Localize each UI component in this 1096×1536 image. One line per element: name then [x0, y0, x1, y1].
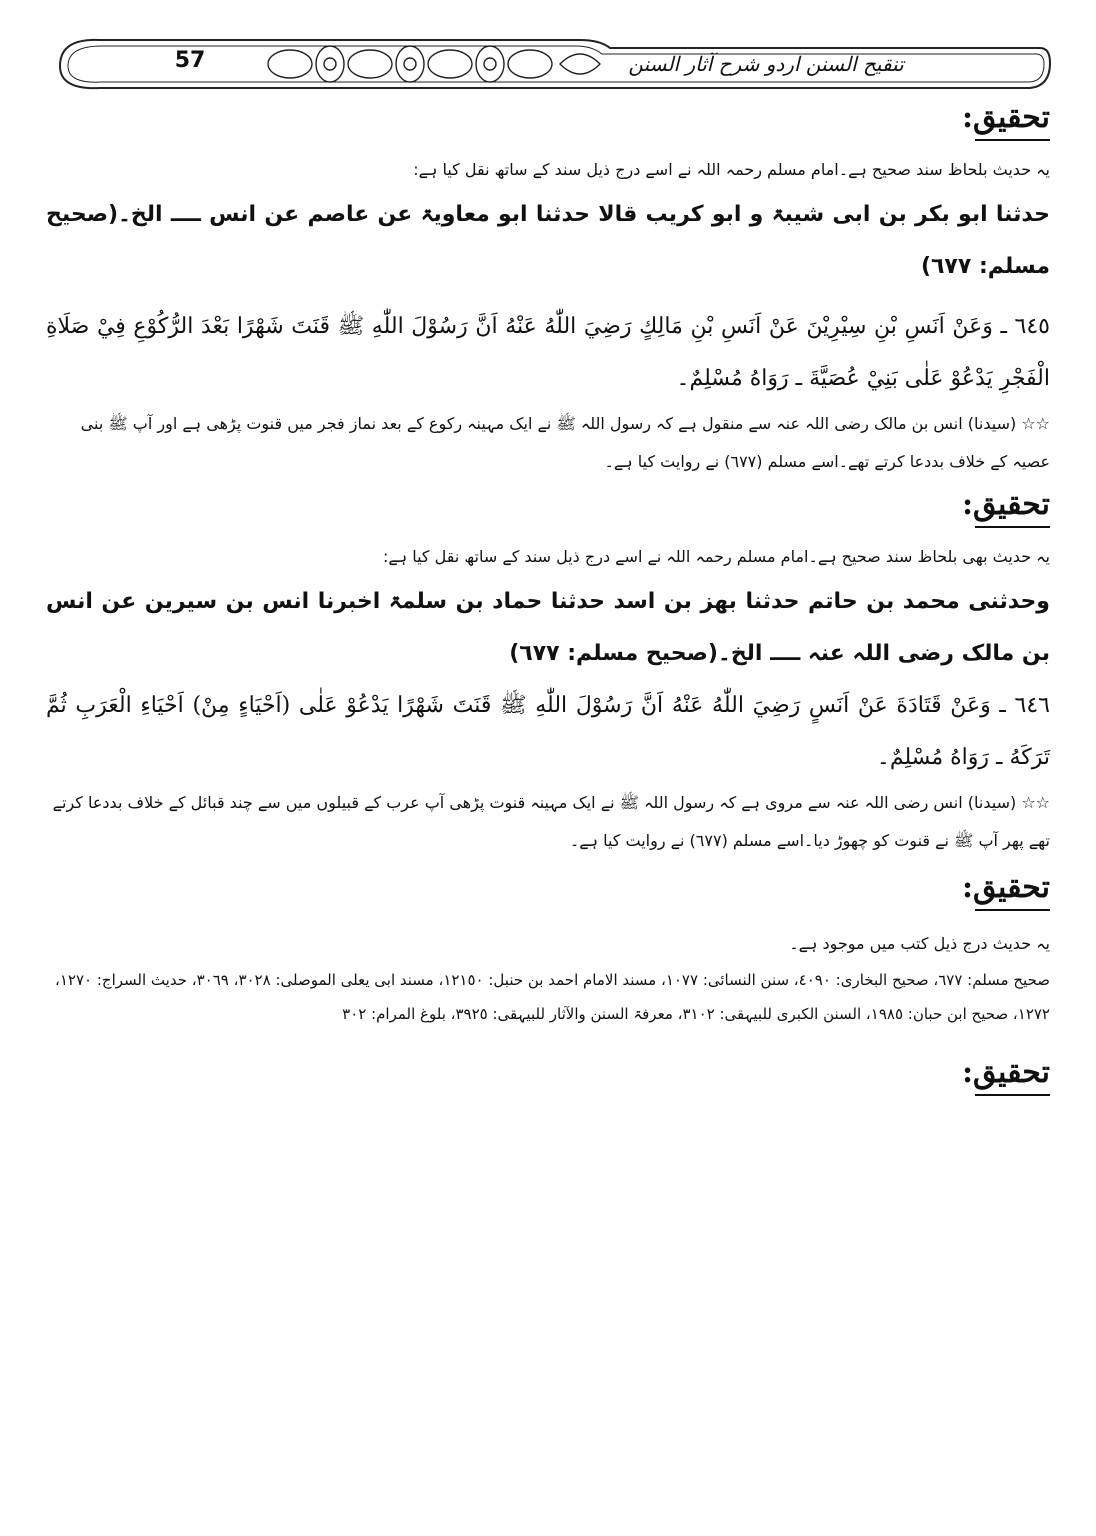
page-content: [46, 100, 1050, 1096]
isnad-text: حدثنا ابو بکر بن ابی شیبۃ و ابو کریب قالا حدثنا ابو معاویۃ عن عاصم عن انس ــــ الخ۔(صحیح مسلم: ٦٧٧): [46, 202, 1050, 279]
star-icon: ☆☆: [1021, 793, 1050, 812]
section-intro: یہ حدیث بلحاظ سند صحیح ہے۔امام مسلم رحمہ اللہ نے اسے درج ذیل سند کے ساتھ نقل کیا ہے:: [413, 160, 1050, 179]
page-header: [40, 28, 1056, 98]
section-heading: تحقیق:: [975, 100, 1050, 141]
section-heading: تحقیق:: [975, 487, 1050, 528]
section-intro: یہ حدیث بھی بلحاظ سند صحیح ہے۔امام مسلم رحمہ اللہ نے اسے درج ذیل سند کے ساتھ نقل کیا ہے:: [383, 547, 1050, 566]
isnad-text: وحدثنی محمد بن حاتم حدثنا بھز بن اسد حدثنا حماد بن سلمۃ اخبرنا انس بن سیرین عن انس بن مالک رضی اللہ عنہ ــــ الخ۔(صحیح مسلم: ٦٧٧): [46, 589, 1050, 666]
translation-text: (سیدنا) انس بن مالک رضی اللہ عنہ سے منقول ہے کہ رسول اللہ ﷺ نے ایک مہینہ رکوع کے بعد نماز فجر میں قنوت پڑھی ہے اور آپ ﷺ بنی عصیہ کے خلاف بددعا کرتے تھے۔اسے مسلم (٦٧٧) نے روایت کیا ہے۔: [80, 414, 1050, 471]
section-heading: تحقیق:: [975, 1055, 1050, 1096]
book-title: تنقیح السنن اردو شرح آثار السنن: [628, 52, 904, 76]
hadith-645-translation: [46, 405, 1050, 481]
hadith-646-arabic: ٦٤٦ ـ وَعَنْ قَتَادَةَ عَنْ اَنَسٍ رَضِيَ اللّٰهُ عَنْهُ اَنَّ رَسُوْلَ اللّٰهِ ﷺ قَنَتَ شَهْرًا يَدْعُوْ عَلٰى (اَحْيَاءٍ مِنْ) اَحْيَاءِ الْعَرَبِ ثُمَّ تَرَكَهُ ـ رَوَاهُ مُسْلِمٌ۔: [46, 693, 1050, 770]
translation-text: (سیدنا) انس رضی اللہ عنہ سے مروی ہے کہ رسول اللہ ﷺ نے ایک مہینہ قنوت پڑھی آپ عرب کے قبیلوں میں سے چند قبائل کے خلاف بددعا کرتے تھے پھر آپ ﷺ نے قنوت کو چھوڑ دیا۔اسے مسلم (٦٧٧) نے روایت کیا ہے۔: [52, 793, 1050, 850]
references-list: صحیح مسلم: ٦٧٧، صحیح البخاری: ٤٠٩٠، سنن النسائی: ١٠٧٧، مسند الامام احمد بن حنبل: ١٢١٥٠، مسند ابی یعلی الموصلی: ٣٠٢٨، ٣٠٦٩، حدیث السراج: ١٢٧٠، ١٢٧٢، صحیح ابن حبان: ١٩٨٥، السنن الکبری للبیہقی: ٣١٠٢، معرفۃ السنن والآثار للبیہقی: ٣٩٢٥، بلوغ المرام: ٣٠٢: [55, 971, 1050, 1023]
section-intro: یہ حدیث درج ذیل کتب میں موجود ہے۔: [789, 934, 1050, 953]
hadith-646-translation: [46, 784, 1050, 860]
section-heading: تحقیق:: [975, 870, 1050, 911]
page-number: 57: [174, 48, 206, 73]
hadith-645-arabic: ٦٤٥ ـ وَعَنْ اَنَسِ بْنِ سِيْرِيْنَ عَنْ اَنَسِ بْنِ مَالِكٍ رَضِيَ اللّٰهُ عَنْهُ اَنَّ رَسُوْلَ اللّٰهِ ﷺ قَنَتَ شَهْرًا بَعْدَ الرُّكُوْعِ فِيْ صَلَاةِ الْفَجْرِ يَدْعُوْ عَلٰى بَنِيْ عُصَيَّةَ ـ رَوَاهُ مُسْلِمٌ۔: [46, 314, 1050, 391]
star-icon: ☆☆: [1021, 414, 1050, 433]
